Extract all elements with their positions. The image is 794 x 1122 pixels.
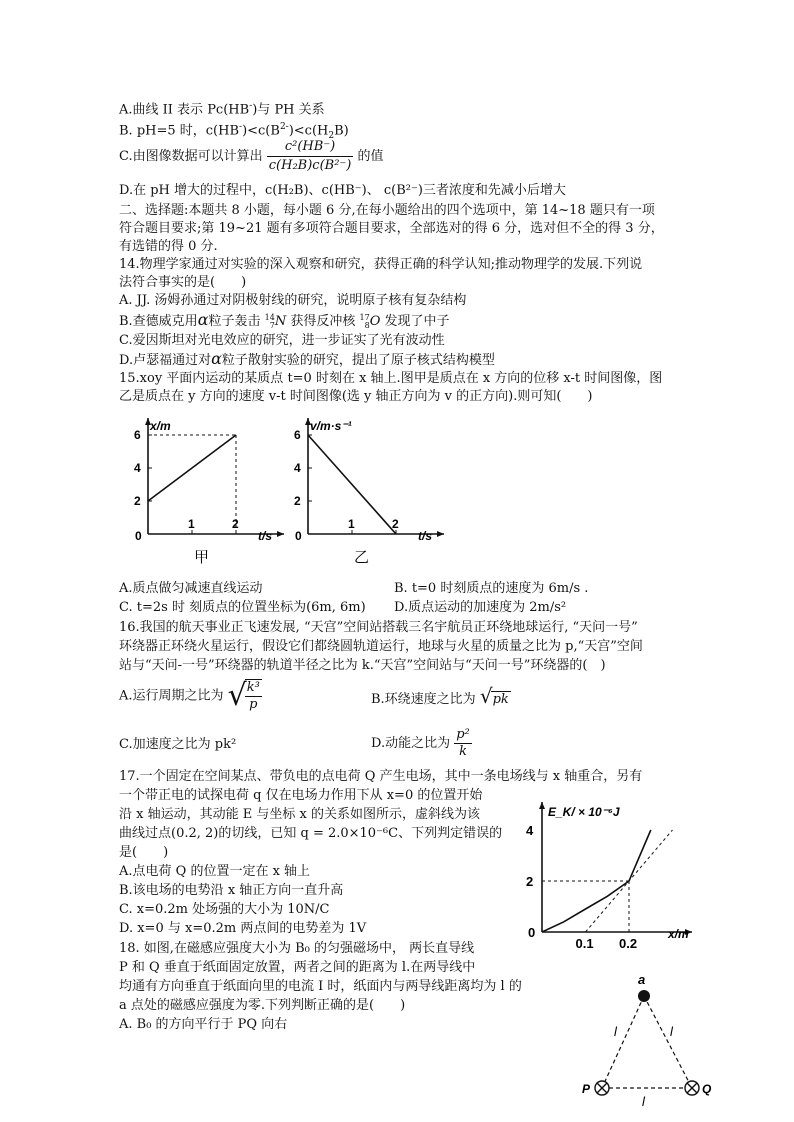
q15-stem2: 乙是质点在 y 方向的速度 v-t 时间图像(选 y 轴正方向为 v 的正方向).则可知( ) xyxy=(119,389,593,404)
chart-caption: 乙 xyxy=(354,549,370,566)
q17-option-c: C. x=0.2m 处场强的大小为 10N/C xyxy=(119,902,330,917)
q18-stem1: 18. 如图,在磁感应强度大小为 B₀ 的匀强磁场中， 两长直导线 xyxy=(119,941,475,956)
q14-stem2: 法符合事实的是( ) xyxy=(119,275,247,290)
y-axis-arrow-icon xyxy=(539,802,545,809)
wire-p-icon xyxy=(595,1081,609,1095)
q13-option-a: A.曲线 II 表示 Pc(HB-)与 PH 关系 xyxy=(119,101,325,118)
q15-stem1: 15.xoy 平面内运动的某质点 t=0 时刻在 x 轴上.图甲是质点在 x 方向的位移 x-t 时间图像，图 xyxy=(119,371,663,386)
section2-line1: 二、选择题:本题共 8 小题，每小题 6 分,在每小题给出的四个选项中，第 14~18 题只有一项 xyxy=(119,203,655,218)
q18-stem3: 均通有方向垂直于纸面向里的电流 I 时，纸面内与两导线距离均为 l 的 xyxy=(119,979,522,994)
q14-option-c: C.爱因斯坦对光电效应的研究，进一步证实了光有波动性 xyxy=(119,333,445,348)
q16-option-a: A.运行周期之比为 √ $\frac{\text{k³}}{p}$ xyxy=(119,676,262,717)
q17-stem3: 沿 x 轴运动，其动能 E 与坐标 x 的关系如图所示，虚斜线为该 xyxy=(119,807,480,822)
y-tick-label: 4 xyxy=(526,823,534,838)
y-axis-label: v/m·s⁻¹ xyxy=(310,419,352,433)
y-tick-label: 6 xyxy=(294,428,301,442)
x-tick-label: 0.2 xyxy=(619,936,638,951)
q17-option-d: D. x=0 与 x=0.2m 两点间的电势差为 1V xyxy=(119,921,367,936)
x-axis-label: t/s xyxy=(258,529,273,543)
q18-figure xyxy=(580,972,730,1122)
q13-option-c: C.由图像数据可以计算出 $\frac{\text{c²(HB⁻)}}{\text{c(H₂B)c(B²⁻)}}$ 的值 xyxy=(119,139,384,173)
y-tick-label: 4 xyxy=(134,461,141,475)
q15-option-d: D.质点运动的加速度为 2m/s² xyxy=(394,600,567,615)
chart-ek-x xyxy=(516,796,696,956)
origin-label: 0 xyxy=(528,925,536,940)
y-tick-label: 4 xyxy=(294,461,301,475)
x-tick-label: 1 xyxy=(188,517,195,531)
q18-stem2: P 和 Q 垂直于纸面固定放置，两者之间的距离为 l.在两导线中 xyxy=(119,960,476,975)
label-l-right: l xyxy=(670,1024,673,1039)
x-axis-label: t/s xyxy=(418,529,433,543)
label-l-left: l xyxy=(614,1024,617,1039)
origin-label: 0 xyxy=(135,529,142,543)
q13-option-d: D.在 pH 增大的过程中，c(H₂B)、c(HB⁻)、 c(B²⁻)三者浓度和先减小后增大 xyxy=(119,183,566,198)
y-axis-label: x/m xyxy=(150,419,171,433)
y-axis-label: E_K/ × 10⁻⁶J xyxy=(548,805,620,819)
q17-stem4: 曲线过点(0.2, 2)的切线，已知 q = 2.0×10⁻⁶C、下列判定错误的 xyxy=(119,826,503,841)
y-tick-label: 2 xyxy=(294,494,301,508)
chart-xt-jia xyxy=(126,412,296,572)
x-tick-label: 2 xyxy=(392,517,399,531)
point-a xyxy=(638,990,650,1002)
q17-option-b: B.该电场的电势沿 x 轴正方向一直升高 xyxy=(119,883,344,898)
y-tick-label: 2 xyxy=(134,494,141,508)
label-q: Q xyxy=(702,1082,712,1096)
chart-vt-yi xyxy=(286,412,456,572)
chart-caption: 甲 xyxy=(194,549,210,566)
q14-option-d: D.卢瑟福通过对α粒子散射实验的研究，提出了原子核式结构模型 xyxy=(119,349,495,368)
q14-option-a: A. JJ. 汤姆孙通过对阴极射线的研究，说明原子核有复杂结构 xyxy=(119,293,467,308)
q15-option-b: B. t=0 时刻质点的速度为 6m/s . xyxy=(394,581,589,596)
q16-option-d: D.动能之比为 $\frac{\text{p²}}{k}$ xyxy=(371,727,470,759)
y-tick-label: 6 xyxy=(134,428,141,442)
y-tick-label: 2 xyxy=(526,874,534,889)
q13-option-b: B. pH=5 时，$c(HB^-)<c(B^{2-})<c(H_2B)$ xyxy=(119,122,349,141)
label-a: a xyxy=(638,972,646,987)
x-axis-arrow-icon xyxy=(437,531,444,537)
q14-option-b: B.查德威克用α粒子轰击 14 7 N 获得反冲核 17 8 O 发现了中子 xyxy=(119,310,450,330)
q13-fraction: $\frac{\text{c²(HB⁻)}}{\text{c(H₂B)c(B²⁻)}}$ xyxy=(268,139,352,173)
sqrt-symbol: √ xyxy=(227,678,247,713)
q17-stem5: 是( ) xyxy=(119,845,169,860)
q16-stem1: 16.我国的航天事业正飞速发展, “天宫”空间站搭载三名宇航员正环绕地球运行, “天问一号” xyxy=(119,620,638,635)
q16-option-b: B.环绕速度之比为 √pk xyxy=(371,684,509,708)
q17-stem2: 一个带正电的试探电荷 q 仅在电场力作用下从 x=0 的位置开始 xyxy=(119,788,483,803)
label-p: P xyxy=(582,1082,591,1096)
q15-option-a: A.质点做匀减速直线运动 xyxy=(119,581,263,596)
q16-stem2: 环绕器正环绕火星运行，假设它们都绕圆轨道运行，地球与火星的质量之比为 p,“天宫”空间 xyxy=(119,639,643,654)
q18-stem4: a 点处的磁感应强度为零.下列判断正确的是( ) xyxy=(119,998,406,1013)
q16-option-c: C.加速度之比为 pk² xyxy=(119,737,237,752)
x-axis-label: x/m xyxy=(668,927,689,941)
x-tick-label: 1 xyxy=(348,517,355,531)
series-line xyxy=(148,435,236,501)
origin-label: 0 xyxy=(295,529,302,543)
sqrt-symbol: √ xyxy=(479,684,493,708)
q18-option-a: A. B₀ 的方向平行于 PQ 向右 xyxy=(119,1017,288,1032)
x-axis-arrow-icon xyxy=(277,531,284,537)
x-tick-label: 2 xyxy=(232,517,239,531)
section2-line2: 符合题目要求;第 19~21 题有多项符合题目要求，全部选对的得 6 分，选对但不全的得 3 分， xyxy=(119,221,664,236)
wire-q-icon xyxy=(685,1081,699,1095)
section2-line3: 有选错的得 0 分. xyxy=(119,239,218,254)
q15-option-c: C. t=2s 时 刻质点的位置坐标为(6m, 6m) xyxy=(119,600,366,615)
q17-stem1: 17.一个固定在空间某点、带负电的点电荷 Q 产生电场，其中一条电场线与 x 轴重合，另有 xyxy=(119,769,643,784)
q17-option-a: A.点电荷 Q 的位置一定在 x 轴上 xyxy=(119,864,311,879)
label-l-bottom: l xyxy=(642,1094,645,1109)
q14-stem1: 14.物理学家通过对实验的深入观察和研究，获得正确的科学认知;推动物理学的发展.下列说 xyxy=(119,257,643,272)
x-tick-label: 0.1 xyxy=(575,936,594,951)
q16-stem3: 站与“天问-一号”环绕器的轨道半径之比为 k.“天宫”空间站与“天问一号”环绕器的( ) xyxy=(119,658,606,673)
